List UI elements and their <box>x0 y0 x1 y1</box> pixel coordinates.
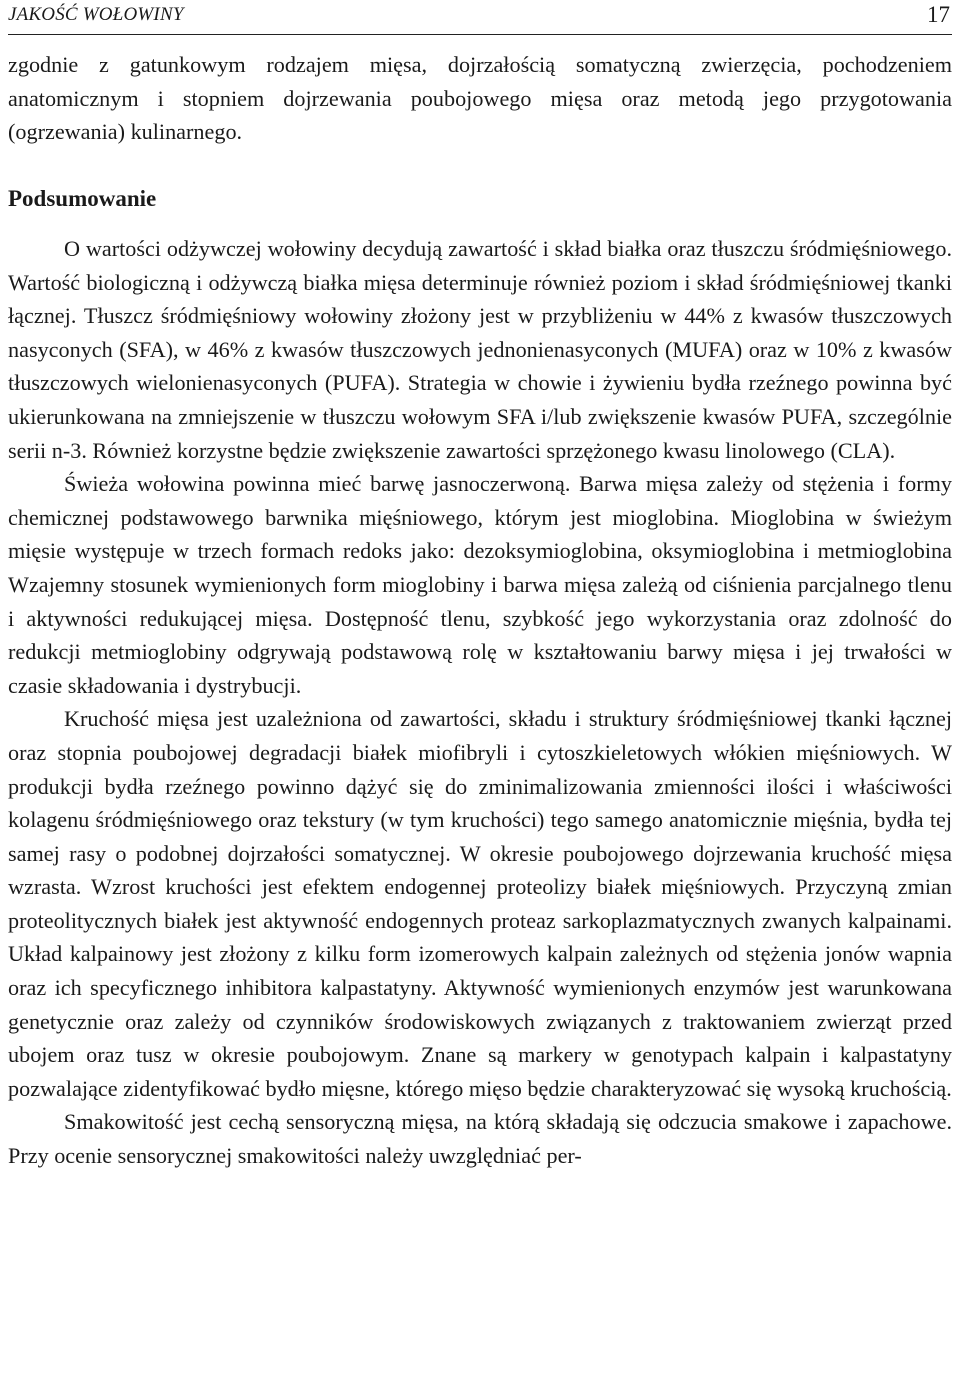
paragraph-flavor: Smakowitość jest cechą sensoryczną mięsa, na którą składają się odczucia smakowe i zapachowe. Przy ocenie sensorycznej smakowitości należy uwzględniać per- <box>8 1109 952 1169</box>
paragraph-meat-color: Świeża wołowina powinna mieć barwę jasnoczerwoną. Barwa mięsa zależy od stężenia i formy chemicznej podstawowego barwnika mięśniowego, którym jest mioglobina. Mioglobina w świeżym mięsie występuje w trzech formach redoks jako: dezoksymioglobina, oksymioglobina i metmioglobina Wzajemny stosunek wymienionych form mioglobiny i barwa mięsa zależą od ciśnienia parcjalnego tlenu i aktywności redukującej mięsa. Dostępność tlenu, szybkość jego wykorzystania oraz zdolność do redukcji metmioglobiny odgrywają podstawową rolę w kształtowaniu barwy mięsa i jej trwałości w czasie składowania i dystrybucji. <box>8 471 952 698</box>
section-heading: Podsumowanie <box>8 186 157 211</box>
intro-block <box>8 48 952 149</box>
paragraph-nutritional-value: O wartości odżywczej wołowiny decydują zawartość i skład białka oraz tłuszczu śródmięśniowego. Wartość biologiczną i odżywczą białka mięsa determinuje również poziom i skład śródmięśniowej tkanki łącznej. Tłuszcz śródmięśniowy wołowiny złożony jest w przybliżeniu w 44% z kwasów tłuszczowych nasyconych (SFA), w 46% z kwasów tłuszczowych jednonienasyconych (MUFA) oraz w 10% z kwasów tłuszczowych wielonienasyconych (PUFA). Strategia w chowie i żywieniu bydła rzeźnego powinna być ukierunkowana na zmniejszenie w tłuszczu wołowym SFA i/lub zwiększenie kwasów PUFA, szczególnie serii n-3. Również korzystne będzie zwiększenie zawartości sprzężonego kwasu linolowego (CLA). <box>8 236 952 463</box>
section-body <box>8 232 952 1173</box>
intro-paragraph: zgodnie z gatunkowym rodzajem mięsa, dojrzałością somatyczną zwierzęcia, pochodzeniem anatomicznym i stopniem dojrzewania poubojowego mięsa oraz metodą jego przygotowania (ogrzewania) kulinarnego. <box>8 52 952 145</box>
paragraph-tenderness: Kruchość mięsa jest uzależniona od zawartości, składu i struktury śródmięśniowej tkanki łącznej oraz stopnia poubojowej degradacji białek miofibryli i cytoszkieletowych włókien mięśniowych. W produkcji bydła rzeźnego powinno dążyć się do zminimalizowania zmienności ilości i właściwości kolagenu śródmięśniowego oraz tekstury (w tym kruchości) tego samego anatomicznie mięśnia, bydła tej samej rasy o podobnej dojrzałości somatycznej. W okresie poubojowego dojrzewania kruchość mięsa wzrasta. Wzrost kruchości jest efektem endogennej proteolizy białek mięśniowych. Przyczyną zmian proteolitycznych białek jest aktywność endogennych proteaz sarkoplazmatycznych zwanych kalpainami. Układ kalpainowy jest złożony z kilku form izomerowych kalpain zależnych od stężenia jonów wapnia oraz ich specyficznego inhibitora kalpastatyny. Aktywność wymienionych enzymów jest warunkowana genetycznie oraz zależy od czynników środowiskowych związanych z traktowaniem zwierząt przed ubojem oraz tusz w okresie poubojowym. Znane są markery w genotypach kalpain i kalpastatyny pozwalające zidentyfikować bydło mięsne, którego mięso będzie charakteryzować się wysoką kruchością. <box>8 706 952 1101</box>
page-number: 17 <box>927 2 950 27</box>
running-header-title: JAKOŚĆ WOŁOWINY <box>8 4 184 25</box>
running-header <box>8 0 952 35</box>
